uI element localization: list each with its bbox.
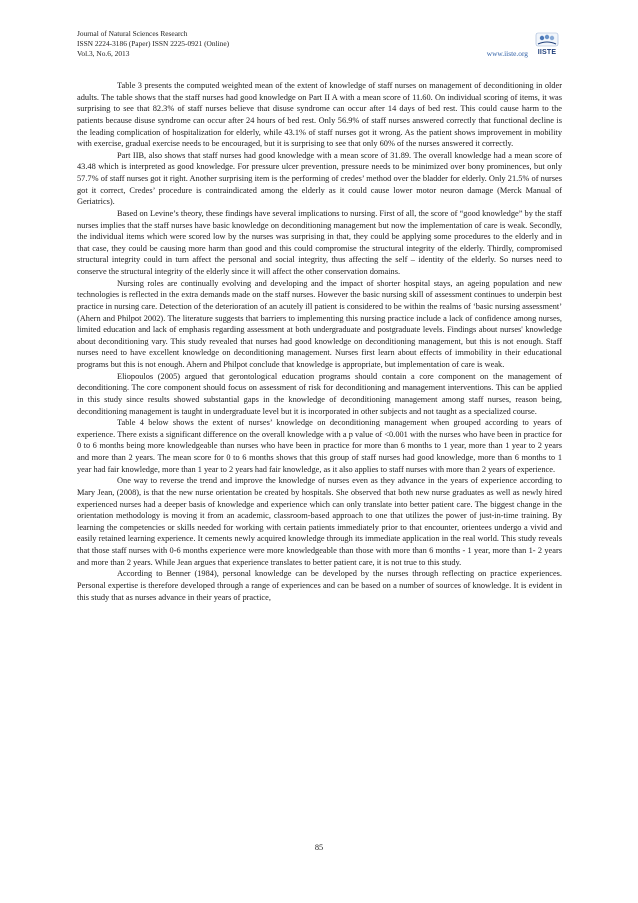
journal-branding bbox=[482, 29, 562, 61]
journal-info bbox=[77, 29, 229, 59]
iiste-logo bbox=[532, 32, 562, 56]
paragraph: Nursing roles are continually evolving and developing and the impact of shorter hospital stays, an ageing population and new technologies is reflected in the extra demands made on the staff nurses. However the basic nursing skill of assessment continues to underpin best practice in nursing care. Detection of the deterioration of an acutely ill patient is considered to be within the realms of ‘basic nursing assessment’ (Ahern and Philpot 2002). The literature suggests that barriers to implementing this nursing practice include a lack of confidence among nurses, limited education and lack of emphasis regarding assessment at both undergraduate and postgraduate levels. Findings about nurses' knowledge about deconditioning vary. This study revealed that nurses had good knowledge on deconditioning management, but this is not enough. Staff nurses need to have excellent knowledge on deconditioning management. Nurses first learn about effects of immobility in their educational programs but this is not enough. Ahern and Philpot conclude that knowledge is appropriate, but implementation of care is weak. bbox=[77, 278, 562, 369]
paragraph: Table 4 below shows the extent of nurses’ knowledge on deconditioning management when grouped according to years of experience. There exists a significant difference on the overall knowledge with a p value of <0.001 with the nurses who have been in practice for 0 to 6 months being more knowledgeable than nurses who have been in practice for more than 6 months to 1 year, more than 1 year to 2 years and more than 2 years. The mean score for 0 to 6 months shows that this group of staff nurses had good knowledge, more than 6 months to 1 year had fair knowledge, more than 1 year to 2 years had fair knowledge, as it also applies to staff nurses with more than 2 years of experience. bbox=[77, 418, 562, 474]
journal-issn: ISSN 2224-3186 (Paper) ISSN 2225-0921 (Online) bbox=[77, 39, 230, 48]
page-footer bbox=[0, 842, 638, 853]
logo-text: IISTE bbox=[537, 49, 557, 56]
paragraph: Based on Levine’s theory, these findings have several implications to nursing. First of all, the score of “good knowledge” by the staff nurses implies that the staff nurses have basic knowledge on deconditioning management but now the implementation of care is weak. Secondly, the individual items which were scored low by the nurses was surprising in that, they could be applying some procedures to the elderly and in that case, they could be causing more harm than good and this could compromise the structural integrity of the elderly. Thirdly, compromised structural integrity could in turn affect the personal and social integrity, thus affecting the self – identity of the elderly. So nurses need to conserve the structural integrity of the elderly since it will affect the other conservation domains. bbox=[77, 208, 562, 276]
paragraph: According to Benner (1984), personal knowledge can be developed by the nurses through reflecting on practice experiences. Personal expertise is therefore developed through a range of experiences and can be based on a number of sources of knowledge. It is evident in this study that as nurses advance in their years of practice, bbox=[77, 569, 562, 602]
article-body bbox=[77, 80, 562, 603]
journal-url-link[interactable]: www.iiste.org bbox=[486, 49, 528, 58]
journal-volume: Vol.3, No.6, 2013 bbox=[77, 49, 130, 58]
page-header bbox=[77, 29, 562, 69]
paragraph: Eliopoulos (2005) argued that gerontological education programs should contain a core component on the management of deconditioning. The core component should focus on assessment of risk for deconditioning and management interventions. This can be applied in this study since results showed substantial gaps in the knowledge of deconditioning management among staff nurses, reason being, deconditioning management is taught in undergraduate level but it is incorporated in other subjects and not taught as a specialized course. bbox=[77, 371, 562, 416]
journal-name: Journal of Natural Sciences Research bbox=[77, 29, 188, 38]
paragraph: Part IIB, also shows that staff nurses had good knowledge with a mean score of 31.89. The overall knowledge had a mean score of 43.48 which is interpreted as good knowledge. For pressure ulcer prevention, pressure needs to be minimized over bony prominences, but only 57.7% of staff nurses got it right. Another surprising item is the performing of credes’ method over the bladder for elderly. Only 21.5% of nurses got it correct, Credes’ procedure is contraindicated among the elderly as it could cause lower motor neuron damage (Merck Manual of Geriatrics). bbox=[77, 150, 562, 207]
page-number: 85 bbox=[314, 843, 324, 852]
paragraph: One way to reverse the trend and improve the knowledge of nurses even as they advance in the years of experience according to Mary Jean, (2008), is that the new nurse orientation be created by hospitals. She observed that both new nurse graduates as well as newly hired experienced nurses had a deeper basis of knowledge and experience which can only translate into better patient care. The biggest change in the orientation methodology is moving it from an academic, classroom-based approach to one that utilizes the power of just-in-time training. By learning the competencies or skills needed for working with certain patients immediately prior to that encounter, orientees undergo a vivid and easily retained learning experience. It cements newly acquired knowledge through its immediate application in the real world. This study reveals that those staff nurses with 0-6 months experience were more knowledgeable than those with more than 6 months - 1 year, more than 1- 2 years and more than 2 years. While Jean argues that experience translates to better patient care, it is not true to this study. bbox=[77, 476, 562, 567]
paragraph: Table 3 presents the computed weighted mean of the extent of knowledge of staff nurses on management of deconditioning in older adults. The table shows that the staff nurses had good knowledge on Part II A with a mean score of 11.60. On individual scoring of items, it was surprising to see that 82.3% of staff nurses believe that disuse syndrome can occur after 14 days of bed rest. This could cause harm to the patients because disuse syndrome can occur after 24 hours of bed rest. Only 56.9% of staff nurses answered correctly that functional decline is the leading complication of hospitalization for elderly, while 43.1% of staff nurses got it wrong. As the patient shows improvement in mobility with exercise, gradual exercise needs to be encouraged, but it is surprising to see that only 60% of the nurses answered it correctly. bbox=[77, 81, 562, 149]
